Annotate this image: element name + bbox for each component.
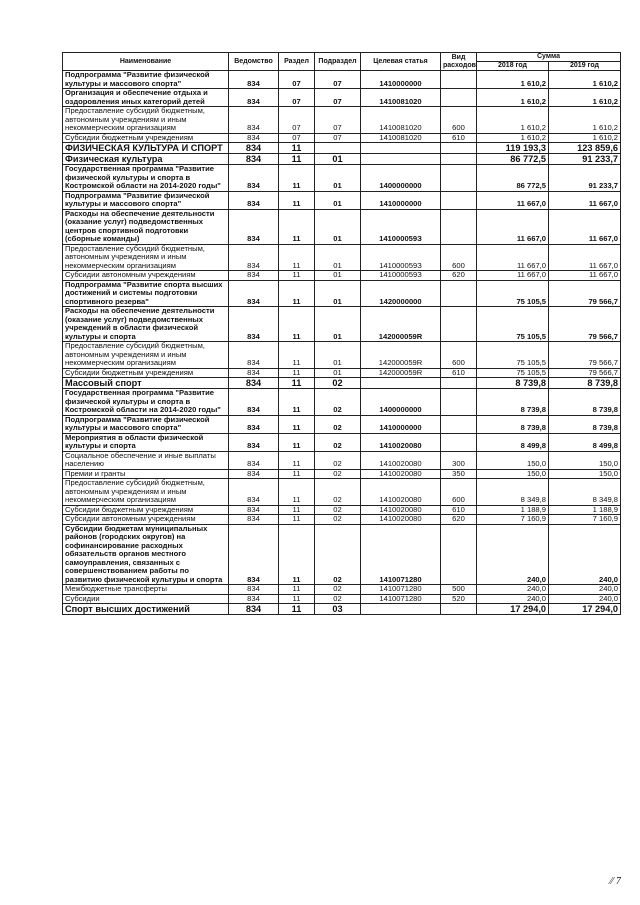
cell-y2019: 1 610,2 <box>549 89 621 107</box>
cell-name: Субсидии автономным учреждениям <box>63 271 229 281</box>
cell-name: Подпрограмма "Развитие физической культуры и массового спорта" <box>63 415 229 433</box>
cell-kind: 300 <box>441 451 477 469</box>
cell-dept: 834 <box>229 209 279 244</box>
cell-name: Субсидии бюджетным учреждениям <box>63 368 229 378</box>
cell-sec: 11 <box>279 244 315 271</box>
cell-name: Субсидии автономным учреждениям <box>63 515 229 525</box>
cell-y2018: 240,0 <box>477 524 549 585</box>
cell-kind <box>441 154 477 165</box>
cell-name: Организация и обеспечение отдыха и оздоровления иных категорий детей <box>63 89 229 107</box>
cell-name: Физическая культура <box>63 154 229 165</box>
table-row <box>63 378 621 389</box>
cell-dept: 834 <box>229 415 279 433</box>
cell-y2018: 11 667,0 <box>477 209 549 244</box>
cell-sub: 02 <box>315 433 361 451</box>
cell-y2019: 7 160,9 <box>549 515 621 525</box>
cell-sec: 11 <box>279 594 315 604</box>
cell-dept: 834 <box>229 585 279 595</box>
budget-document <box>62 52 620 615</box>
table-row <box>63 89 621 107</box>
cell-kind: 620 <box>441 271 477 281</box>
cell-y2018: 8 739,8 <box>477 389 549 416</box>
cell-y2018: 1 610,2 <box>477 107 549 134</box>
cell-name: Подпрограмма "Развитие спорта высших достижений и системы подготовки спортивного резерва" <box>63 280 229 307</box>
col-header-name: Наименование <box>63 53 229 71</box>
cell-dept: 834 <box>229 378 279 389</box>
cell-dept: 834 <box>229 89 279 107</box>
cell-kind <box>441 604 477 615</box>
table-row <box>63 524 621 585</box>
cell-sub: 07 <box>315 71 361 89</box>
table-row <box>63 154 621 165</box>
cell-target: 141000059З <box>361 271 441 281</box>
cell-y2019: 79 566,7 <box>549 342 621 369</box>
cell-target <box>361 143 441 154</box>
cell-kind <box>441 378 477 389</box>
cell-y2018: 86 772,5 <box>477 165 549 192</box>
cell-name: Предоставление субсидий бюджетным, автономным учреждениям и иным некоммерческим организациям <box>63 107 229 134</box>
cell-target: 1410020080 <box>361 469 441 479</box>
cell-kind <box>441 143 477 154</box>
table-row <box>63 515 621 525</box>
cell-name: Предоставление субсидий бюджетным, автономным учреждениям и иным некоммерческим организациям <box>63 479 229 506</box>
cell-kind: 600 <box>441 244 477 271</box>
cell-target: 141000059З <box>361 244 441 271</box>
cell-target: 1410000000 <box>361 191 441 209</box>
cell-target: 1410071280 <box>361 585 441 595</box>
cell-kind <box>441 389 477 416</box>
cell-sec: 11 <box>279 280 315 307</box>
cell-y2019: 8 739,8 <box>549 378 621 389</box>
cell-target: 1400000000 <box>361 389 441 416</box>
cell-kind: 500 <box>441 585 477 595</box>
cell-sub: 01 <box>315 307 361 342</box>
cell-kind <box>441 524 477 585</box>
cell-sec: 11 <box>279 515 315 525</box>
cell-y2019: 240,0 <box>549 585 621 595</box>
cell-dept: 834 <box>229 342 279 369</box>
cell-y2018: 150,0 <box>477 469 549 479</box>
cell-sub: 02 <box>315 594 361 604</box>
cell-sec: 11 <box>279 307 315 342</box>
cell-sec: 11 <box>279 143 315 154</box>
cell-sub: 02 <box>315 524 361 585</box>
cell-target: 1410081020 <box>361 107 441 134</box>
cell-sub: 01 <box>315 271 361 281</box>
cell-name: Премии и гранты <box>63 469 229 479</box>
cell-target <box>361 154 441 165</box>
cell-name: Субсидии бюджетам муниципальных районов (городских округов) на софинансирование расходных обязательств органов местного самоуправления, связанных с совершенствованием работы по развитию физической культуры и спорта <box>63 524 229 585</box>
cell-sec: 07 <box>279 89 315 107</box>
cell-sec: 11 <box>279 524 315 585</box>
table-row <box>63 604 621 615</box>
cell-dept: 834 <box>229 133 279 143</box>
cell-dept: 834 <box>229 165 279 192</box>
budget-table <box>62 52 621 615</box>
cell-target: 142000059R <box>361 342 441 369</box>
table-row <box>63 209 621 244</box>
table-row <box>63 133 621 143</box>
cell-dept: 834 <box>229 154 279 165</box>
cell-sub: 02 <box>315 505 361 515</box>
cell-y2018: 75 105,5 <box>477 280 549 307</box>
cell-y2018: 1 610,2 <box>477 71 549 89</box>
col-header-section: Раздел <box>279 53 315 71</box>
cell-y2018: 7 160,9 <box>477 515 549 525</box>
cell-sub: 01 <box>315 191 361 209</box>
cell-kind <box>441 71 477 89</box>
cell-sub: 02 <box>315 515 361 525</box>
cell-kind <box>441 165 477 192</box>
cell-target: 1410020080 <box>361 479 441 506</box>
cell-y2018: 11 667,0 <box>477 271 549 281</box>
cell-y2019: 150,0 <box>549 451 621 469</box>
cell-y2018: 17 294,0 <box>477 604 549 615</box>
header-row <box>63 53 621 62</box>
col-header-subsection: Подраздел <box>315 53 361 71</box>
table-row <box>63 368 621 378</box>
cell-target: 1410000000 <box>361 415 441 433</box>
cell-target: 1410020080 <box>361 451 441 469</box>
cell-target: 142000059R <box>361 368 441 378</box>
cell-target: 1400000000 <box>361 165 441 192</box>
table-row <box>63 191 621 209</box>
cell-y2019: 79 566,7 <box>549 368 621 378</box>
table-row <box>63 165 621 192</box>
cell-kind: 610 <box>441 133 477 143</box>
cell-sub: 07 <box>315 89 361 107</box>
cell-dept: 834 <box>229 368 279 378</box>
cell-y2018: 240,0 <box>477 594 549 604</box>
cell-y2019: 11 667,0 <box>549 191 621 209</box>
cell-kind: 600 <box>441 342 477 369</box>
cell-name: Мероприятия в области физической культуры и спорта <box>63 433 229 451</box>
cell-sub: 01 <box>315 244 361 271</box>
cell-sec: 11 <box>279 415 315 433</box>
cell-sec: 11 <box>279 604 315 615</box>
cell-dept: 834 <box>229 469 279 479</box>
cell-dept: 834 <box>229 107 279 134</box>
cell-dept: 834 <box>229 505 279 515</box>
cell-sec: 07 <box>279 71 315 89</box>
cell-sub: 02 <box>315 415 361 433</box>
table-row <box>63 585 621 595</box>
col-header-2018: 2018 год <box>477 62 549 71</box>
cell-y2019: 79 566,7 <box>549 307 621 342</box>
table-row <box>63 505 621 515</box>
cell-kind: 520 <box>441 594 477 604</box>
table-body <box>63 71 621 615</box>
cell-y2018: 240,0 <box>477 585 549 595</box>
cell-kind <box>441 433 477 451</box>
cell-target: 1410071280 <box>361 524 441 585</box>
cell-sec: 11 <box>279 505 315 515</box>
table-row <box>63 479 621 506</box>
cell-dept: 834 <box>229 280 279 307</box>
cell-y2019: 79 566,7 <box>549 280 621 307</box>
cell-name: Массовый спорт <box>63 378 229 389</box>
cell-target: 1410081020 <box>361 133 441 143</box>
col-header-kind: Вид расходов <box>441 53 477 71</box>
cell-y2018: 119 193,3 <box>477 143 549 154</box>
cell-y2018: 11 667,0 <box>477 191 549 209</box>
col-header-dept: Ведомство <box>229 53 279 71</box>
page-mark: ⁄⁄ 7 <box>610 876 621 887</box>
cell-y2018: 8 739,8 <box>477 378 549 389</box>
cell-kind: 610 <box>441 368 477 378</box>
cell-kind: 610 <box>441 505 477 515</box>
cell-sub: 03 <box>315 604 361 615</box>
cell-y2019: 91 233,7 <box>549 154 621 165</box>
cell-y2019: 8 739,8 <box>549 389 621 416</box>
cell-target: 1410081020 <box>361 89 441 107</box>
cell-dept: 834 <box>229 524 279 585</box>
cell-name: ФИЗИЧЕСКАЯ КУЛЬТУРА И СПОРТ <box>63 143 229 154</box>
cell-name: Подпрограмма "Развитие физической культуры и массового спорта" <box>63 71 229 89</box>
table-row <box>63 280 621 307</box>
cell-sub: 02 <box>315 389 361 416</box>
cell-kind <box>441 415 477 433</box>
cell-name: Субсидии <box>63 594 229 604</box>
cell-sub: 01 <box>315 280 361 307</box>
cell-dept: 834 <box>229 433 279 451</box>
cell-sec: 11 <box>279 585 315 595</box>
cell-y2019: 11 667,0 <box>549 244 621 271</box>
cell-y2019: 91 233,7 <box>549 165 621 192</box>
cell-sub: 07 <box>315 107 361 134</box>
cell-target <box>361 604 441 615</box>
cell-sub: 01 <box>315 154 361 165</box>
table-row <box>63 469 621 479</box>
cell-sec: 11 <box>279 378 315 389</box>
col-header-sum: Сумма <box>477 53 621 62</box>
table-row <box>63 107 621 134</box>
cell-sub: 02 <box>315 378 361 389</box>
table-row <box>63 433 621 451</box>
cell-y2018: 75 105,5 <box>477 368 549 378</box>
cell-y2018: 1 188,9 <box>477 505 549 515</box>
cell-y2019: 17 294,0 <box>549 604 621 615</box>
cell-dept: 834 <box>229 244 279 271</box>
cell-name: Межбюджетные трансферты <box>63 585 229 595</box>
table-row <box>63 143 621 154</box>
cell-kind: 620 <box>441 515 477 525</box>
cell-y2019: 1 610,2 <box>549 71 621 89</box>
cell-dept: 834 <box>229 191 279 209</box>
cell-y2019: 240,0 <box>549 524 621 585</box>
col-header-2019: 2019 год <box>549 62 621 71</box>
cell-dept: 834 <box>229 451 279 469</box>
cell-sub: 02 <box>315 479 361 506</box>
table-row <box>63 244 621 271</box>
cell-sub: 02 <box>315 585 361 595</box>
cell-sub: 07 <box>315 133 361 143</box>
table-row <box>63 342 621 369</box>
cell-target: 141000059З <box>361 209 441 244</box>
cell-name: Государственная программа "Развитие физической культуры и спорта в Костромской области на 2014-2020 годы" <box>63 165 229 192</box>
cell-y2019: 240,0 <box>549 594 621 604</box>
cell-y2018: 75 105,5 <box>477 342 549 369</box>
cell-y2018: 1 610,2 <box>477 89 549 107</box>
cell-target <box>361 378 441 389</box>
cell-name: Социальное обеспечение и иные выплаты населению <box>63 451 229 469</box>
table-row <box>63 389 621 416</box>
cell-y2018: 8 349,8 <box>477 479 549 506</box>
cell-kind <box>441 307 477 342</box>
cell-target: 1410020080 <box>361 433 441 451</box>
cell-sub <box>315 143 361 154</box>
cell-dept: 834 <box>229 271 279 281</box>
cell-y2019: 8 499,8 <box>549 433 621 451</box>
cell-y2018: 1 610,2 <box>477 133 549 143</box>
cell-target: 1410000000 <box>361 71 441 89</box>
cell-sec: 11 <box>279 154 315 165</box>
cell-y2019: 1 188,9 <box>549 505 621 515</box>
table-row <box>63 451 621 469</box>
cell-kind: 350 <box>441 469 477 479</box>
table-row <box>63 594 621 604</box>
cell-y2019: 1 610,2 <box>549 107 621 134</box>
cell-y2018: 8 499,8 <box>477 433 549 451</box>
cell-sec: 11 <box>279 209 315 244</box>
cell-kind <box>441 191 477 209</box>
cell-dept: 834 <box>229 515 279 525</box>
cell-sub: 01 <box>315 165 361 192</box>
cell-y2018: 150,0 <box>477 451 549 469</box>
cell-name: Спорт высших достижений <box>63 604 229 615</box>
cell-sec: 07 <box>279 133 315 143</box>
cell-y2018: 86 772,5 <box>477 154 549 165</box>
cell-name: Расходы на обеспечение деятельности (оказание услуг) подведомственных центров спортивной подготовки (сборные команды) <box>63 209 229 244</box>
cell-y2019: 8 739,8 <box>549 415 621 433</box>
cell-sec: 11 <box>279 479 315 506</box>
cell-name: Государственная программа "Развитие физической культуры и спорта в Костромской области на 2014-2020 годы" <box>63 389 229 416</box>
col-header-target: Целевая статья <box>361 53 441 71</box>
cell-y2018: 75 105,5 <box>477 307 549 342</box>
cell-kind <box>441 280 477 307</box>
cell-y2019: 11 667,0 <box>549 209 621 244</box>
cell-kind: 600 <box>441 107 477 134</box>
table-row <box>63 307 621 342</box>
cell-target: 1410020080 <box>361 505 441 515</box>
cell-sub: 01 <box>315 209 361 244</box>
cell-kind <box>441 89 477 107</box>
cell-sec: 11 <box>279 469 315 479</box>
cell-y2018: 11 667,0 <box>477 244 549 271</box>
cell-kind <box>441 209 477 244</box>
cell-sub: 01 <box>315 342 361 369</box>
cell-y2019: 1 610,2 <box>549 133 621 143</box>
table-row <box>63 271 621 281</box>
cell-dept: 834 <box>229 307 279 342</box>
cell-sec: 11 <box>279 342 315 369</box>
cell-sec: 11 <box>279 271 315 281</box>
cell-sub: 01 <box>315 368 361 378</box>
cell-name: Предоставление субсидий бюджетным, автономным учреждениям и иным некоммерческим организациям <box>63 342 229 369</box>
cell-dept: 834 <box>229 71 279 89</box>
cell-target: 142000059R <box>361 307 441 342</box>
cell-name: Субсидии бюджетным учреждениям <box>63 133 229 143</box>
cell-dept: 834 <box>229 389 279 416</box>
cell-target: 1410020080 <box>361 515 441 525</box>
cell-sec: 07 <box>279 107 315 134</box>
cell-target: 1420000000 <box>361 280 441 307</box>
cell-sub: 02 <box>315 469 361 479</box>
cell-y2018: 8 739,8 <box>477 415 549 433</box>
cell-y2019: 8 349,8 <box>549 479 621 506</box>
cell-y2019: 11 667,0 <box>549 271 621 281</box>
cell-sub: 02 <box>315 451 361 469</box>
cell-sec: 11 <box>279 389 315 416</box>
cell-y2019: 123 859,6 <box>549 143 621 154</box>
cell-dept: 834 <box>229 143 279 154</box>
cell-name: Расходы на обеспечение деятельности (оказание услуг) подведомственных учреждений в области физической культуры и спорта <box>63 307 229 342</box>
table-row <box>63 415 621 433</box>
cell-name: Субсидии бюджетным учреждениям <box>63 505 229 515</box>
cell-sec: 11 <box>279 191 315 209</box>
table-row <box>63 71 621 89</box>
cell-sec: 11 <box>279 433 315 451</box>
cell-dept: 834 <box>229 479 279 506</box>
cell-name: Предоставление субсидий бюджетным, автономным учреждениям и иным некоммерческим организациям <box>63 244 229 271</box>
cell-kind: 600 <box>441 479 477 506</box>
cell-dept: 834 <box>229 604 279 615</box>
cell-sec: 11 <box>279 368 315 378</box>
cell-sec: 11 <box>279 165 315 192</box>
cell-name: Подпрограмма "Развитие физической культуры и массового спорта" <box>63 191 229 209</box>
cell-target: 1410071280 <box>361 594 441 604</box>
cell-sec: 11 <box>279 451 315 469</box>
cell-y2019: 150,0 <box>549 469 621 479</box>
cell-dept: 834 <box>229 594 279 604</box>
